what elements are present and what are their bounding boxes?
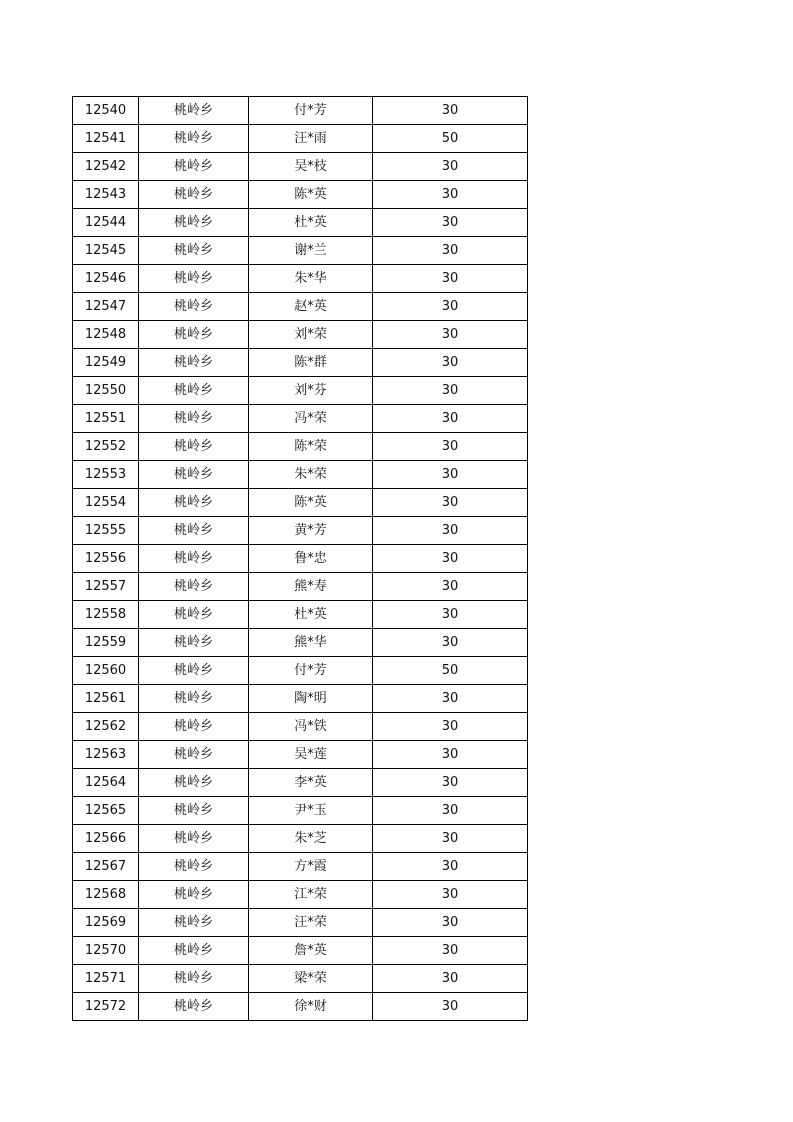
cell-amount: 30 — [373, 601, 528, 629]
cell-amount: 30 — [373, 293, 528, 321]
cell-id: 12547 — [73, 293, 139, 321]
cell-id: 12567 — [73, 853, 139, 881]
cell-id: 12571 — [73, 965, 139, 993]
table-row — [73, 321, 528, 349]
cell-id: 12545 — [73, 237, 139, 265]
data-table — [72, 96, 528, 1021]
table-row — [73, 629, 528, 657]
table-row — [73, 349, 528, 377]
cell-town: 桃岭乡 — [139, 741, 249, 769]
cell-amount: 30 — [373, 489, 528, 517]
cell-name: 尹*玉 — [249, 797, 373, 825]
cell-id: 12550 — [73, 377, 139, 405]
cell-town: 桃岭乡 — [139, 433, 249, 461]
cell-town: 桃岭乡 — [139, 237, 249, 265]
cell-amount: 30 — [373, 349, 528, 377]
cell-town: 桃岭乡 — [139, 965, 249, 993]
cell-town: 桃岭乡 — [139, 853, 249, 881]
cell-id: 12566 — [73, 825, 139, 853]
cell-amount: 30 — [373, 853, 528, 881]
cell-id: 12548 — [73, 321, 139, 349]
cell-town: 桃岭乡 — [139, 937, 249, 965]
cell-amount: 30 — [373, 321, 528, 349]
table-row — [73, 97, 528, 125]
cell-id: 12551 — [73, 405, 139, 433]
cell-name: 陈*英 — [249, 489, 373, 517]
cell-id: 12562 — [73, 713, 139, 741]
cell-id: 12546 — [73, 265, 139, 293]
cell-id: 12556 — [73, 545, 139, 573]
cell-town: 桃岭乡 — [139, 265, 249, 293]
cell-name: 吴*枝 — [249, 153, 373, 181]
cell-town: 桃岭乡 — [139, 153, 249, 181]
cell-name: 刘*荣 — [249, 321, 373, 349]
cell-name: 朱*华 — [249, 265, 373, 293]
cell-town: 桃岭乡 — [139, 349, 249, 377]
cell-town: 桃岭乡 — [139, 629, 249, 657]
cell-name: 杜*英 — [249, 601, 373, 629]
cell-town: 桃岭乡 — [139, 125, 249, 153]
cell-amount: 30 — [373, 153, 528, 181]
cell-amount: 30 — [373, 965, 528, 993]
table-row — [73, 181, 528, 209]
table-row — [73, 881, 528, 909]
cell-id: 12544 — [73, 209, 139, 237]
cell-amount: 30 — [373, 825, 528, 853]
cell-name: 陶*明 — [249, 685, 373, 713]
cell-id: 12541 — [73, 125, 139, 153]
cell-amount: 30 — [373, 937, 528, 965]
cell-town: 桃岭乡 — [139, 601, 249, 629]
cell-name: 江*荣 — [249, 881, 373, 909]
cell-id: 12558 — [73, 601, 139, 629]
cell-amount: 30 — [373, 97, 528, 125]
table-row — [73, 405, 528, 433]
table-row — [73, 713, 528, 741]
table-row — [73, 265, 528, 293]
cell-name: 汪*雨 — [249, 125, 373, 153]
cell-name: 朱*荣 — [249, 461, 373, 489]
cell-amount: 30 — [373, 769, 528, 797]
cell-id: 12543 — [73, 181, 139, 209]
table-row — [73, 797, 528, 825]
cell-town: 桃岭乡 — [139, 181, 249, 209]
cell-name: 梁*荣 — [249, 965, 373, 993]
table-row — [73, 573, 528, 601]
table-row — [73, 489, 528, 517]
cell-town: 桃岭乡 — [139, 321, 249, 349]
cell-amount: 30 — [373, 685, 528, 713]
table-row — [73, 153, 528, 181]
table-body — [73, 97, 528, 1021]
cell-id: 12564 — [73, 769, 139, 797]
cell-name: 付*芳 — [249, 657, 373, 685]
cell-name: 赵*英 — [249, 293, 373, 321]
cell-name: 陈*荣 — [249, 433, 373, 461]
cell-town: 桃岭乡 — [139, 685, 249, 713]
cell-id: 12549 — [73, 349, 139, 377]
table-row — [73, 937, 528, 965]
table-row — [73, 377, 528, 405]
cell-id: 12568 — [73, 881, 139, 909]
cell-name: 陈*群 — [249, 349, 373, 377]
cell-town: 桃岭乡 — [139, 377, 249, 405]
cell-id: 12569 — [73, 909, 139, 937]
cell-name: 付*芳 — [249, 97, 373, 125]
cell-amount: 30 — [373, 405, 528, 433]
cell-name: 朱*芝 — [249, 825, 373, 853]
table-row — [73, 741, 528, 769]
cell-town: 桃岭乡 — [139, 405, 249, 433]
cell-town: 桃岭乡 — [139, 517, 249, 545]
cell-amount: 30 — [373, 265, 528, 293]
table-row — [73, 965, 528, 993]
cell-name: 方*霞 — [249, 853, 373, 881]
table-row — [73, 517, 528, 545]
cell-name: 詹*英 — [249, 937, 373, 965]
cell-amount: 30 — [373, 909, 528, 937]
table-row — [73, 685, 528, 713]
cell-name: 刘*芬 — [249, 377, 373, 405]
cell-id: 12563 — [73, 741, 139, 769]
cell-id: 12561 — [73, 685, 139, 713]
cell-name: 李*英 — [249, 769, 373, 797]
cell-name: 冯*荣 — [249, 405, 373, 433]
cell-town: 桃岭乡 — [139, 825, 249, 853]
cell-amount: 30 — [373, 881, 528, 909]
cell-town: 桃岭乡 — [139, 545, 249, 573]
cell-name: 杜*英 — [249, 209, 373, 237]
table-row — [73, 125, 528, 153]
cell-id: 12572 — [73, 993, 139, 1021]
cell-amount: 30 — [373, 433, 528, 461]
cell-name: 陈*英 — [249, 181, 373, 209]
cell-id: 12542 — [73, 153, 139, 181]
cell-town: 桃岭乡 — [139, 461, 249, 489]
cell-id: 12552 — [73, 433, 139, 461]
cell-id: 12557 — [73, 573, 139, 601]
cell-amount: 30 — [373, 545, 528, 573]
cell-amount: 50 — [373, 125, 528, 153]
table-row — [73, 293, 528, 321]
cell-amount: 30 — [373, 629, 528, 657]
cell-id: 12565 — [73, 797, 139, 825]
cell-amount: 30 — [373, 181, 528, 209]
cell-amount: 50 — [373, 657, 528, 685]
cell-amount: 30 — [373, 209, 528, 237]
table-row — [73, 657, 528, 685]
table-row — [73, 209, 528, 237]
cell-name: 冯*铁 — [249, 713, 373, 741]
cell-amount: 30 — [373, 797, 528, 825]
table-row — [73, 853, 528, 881]
table-row — [73, 909, 528, 937]
table-row — [73, 461, 528, 489]
cell-town: 桃岭乡 — [139, 209, 249, 237]
cell-name: 熊*寿 — [249, 573, 373, 601]
cell-town: 桃岭乡 — [139, 489, 249, 517]
table-row — [73, 825, 528, 853]
cell-town: 桃岭乡 — [139, 993, 249, 1021]
cell-town: 桃岭乡 — [139, 881, 249, 909]
cell-amount: 30 — [373, 573, 528, 601]
cell-amount: 30 — [373, 517, 528, 545]
table-row — [73, 237, 528, 265]
cell-amount: 30 — [373, 377, 528, 405]
table-row — [73, 993, 528, 1021]
table-row — [73, 601, 528, 629]
cell-id: 12570 — [73, 937, 139, 965]
cell-name: 徐*财 — [249, 993, 373, 1021]
cell-amount: 30 — [373, 993, 528, 1021]
cell-id: 12560 — [73, 657, 139, 685]
cell-town: 桃岭乡 — [139, 293, 249, 321]
cell-name: 谢*兰 — [249, 237, 373, 265]
cell-town: 桃岭乡 — [139, 657, 249, 685]
cell-name: 黄*芳 — [249, 517, 373, 545]
cell-id: 12554 — [73, 489, 139, 517]
cell-name: 鲁*忠 — [249, 545, 373, 573]
cell-id: 12540 — [73, 97, 139, 125]
cell-name: 熊*华 — [249, 629, 373, 657]
cell-town: 桃岭乡 — [139, 909, 249, 937]
cell-name: 吴*莲 — [249, 741, 373, 769]
cell-id: 12559 — [73, 629, 139, 657]
cell-amount: 30 — [373, 237, 528, 265]
cell-amount: 30 — [373, 461, 528, 489]
cell-town: 桃岭乡 — [139, 573, 249, 601]
table-row — [73, 769, 528, 797]
cell-amount: 30 — [373, 741, 528, 769]
cell-id: 12553 — [73, 461, 139, 489]
cell-name: 汪*荣 — [249, 909, 373, 937]
cell-town: 桃岭乡 — [139, 713, 249, 741]
cell-amount: 30 — [373, 713, 528, 741]
cell-town: 桃岭乡 — [139, 797, 249, 825]
table-row — [73, 545, 528, 573]
cell-id: 12555 — [73, 517, 139, 545]
cell-town: 桃岭乡 — [139, 97, 249, 125]
cell-town: 桃岭乡 — [139, 769, 249, 797]
table-row — [73, 433, 528, 461]
